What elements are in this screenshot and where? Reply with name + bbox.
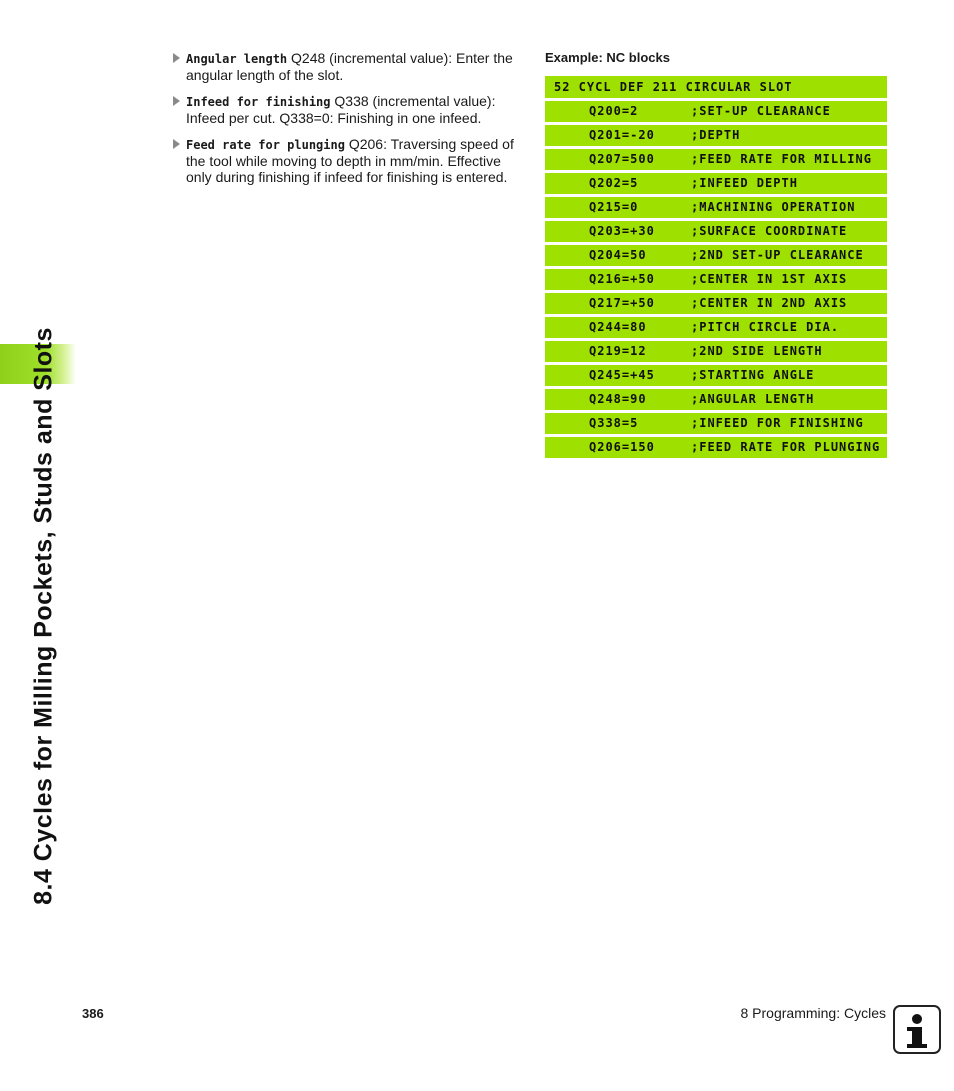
nc-parameter: Q219=12	[589, 344, 647, 358]
nc-comment: ;FEED RATE FOR PLUNGING	[691, 440, 881, 454]
nc-block-row	[545, 173, 887, 194]
parameter-name: Angular length	[186, 52, 288, 66]
nc-block-row	[545, 245, 887, 266]
nc-block-row	[545, 149, 887, 170]
parameter-description: Q206: Traversing speed of the tool while moving to depth in mm/min. Effective only during finishing if infeed for finishing is entered.	[186, 136, 514, 185]
info-icon	[893, 1005, 941, 1054]
parameter-name: Feed rate for plunging	[186, 138, 345, 152]
nc-comment: ;SURFACE COORDINATE	[691, 224, 848, 238]
nc-comment: ;ANGULAR LENGTH	[691, 392, 815, 406]
info-icon-dot	[912, 1014, 922, 1024]
nc-block-header-text: 52 CYCL DEF 211 CIRCULAR SLOT	[554, 80, 793, 94]
nc-comment: ;MACHINING OPERATION	[691, 200, 856, 214]
nc-block-row	[545, 125, 887, 146]
nc-parameter: Q244=80	[589, 320, 647, 334]
nc-block-row	[545, 293, 887, 314]
nc-parameter: Q216=+50	[589, 272, 655, 286]
nc-parameter: Q248=90	[589, 392, 647, 406]
nc-block-row	[545, 101, 887, 122]
nc-block-row	[545, 197, 887, 218]
nc-comment: ;STARTING ANGLE	[691, 368, 815, 382]
nc-parameter: Q201=-20	[589, 128, 655, 142]
parameter-item-angular-length	[172, 50, 524, 83]
nc-parameter: Q215=0	[589, 200, 639, 214]
nc-parameter: Q217=+50	[589, 296, 655, 310]
nc-comment: ;FEED RATE FOR MILLING	[691, 152, 872, 166]
nc-block-row	[545, 269, 887, 290]
nc-parameter: Q200=2	[589, 104, 639, 118]
nc-parameter: Q202=5	[589, 176, 639, 190]
parameter-description: Q248 (incremental value): Enter the angular length of the slot.	[186, 50, 513, 83]
parameter-item-feed-rate-for-plunging	[172, 136, 524, 185]
nc-comment: ;CENTER IN 1ST AXIS	[691, 272, 848, 286]
nc-comment: ;2ND SIDE LENGTH	[691, 344, 823, 358]
page-number: 386	[82, 1006, 104, 1021]
nc-block-row	[545, 365, 887, 386]
example-title: Example: NC blocks	[545, 50, 670, 65]
chapter-title: 8 Programming: Cycles	[740, 1005, 886, 1021]
parameter-item-infeed-for-finishing	[172, 93, 524, 126]
nc-comment: ;INFEED DEPTH	[691, 176, 798, 190]
nc-comment: ;PITCH CIRCLE DIA.	[691, 320, 840, 334]
nc-block-row	[545, 437, 887, 458]
nc-comment: ;SET-UP CLEARANCE	[691, 104, 831, 118]
nc-parameter: Q206=150	[589, 440, 655, 454]
nc-block-row	[545, 221, 887, 242]
nc-comment: ;CENTER IN 2ND AXIS	[691, 296, 848, 310]
nc-parameter: Q338=5	[589, 416, 639, 430]
nc-parameter: Q207=500	[589, 152, 655, 166]
nc-block-row	[545, 413, 887, 434]
nc-comment: ;2ND SET-UP CLEARANCE	[691, 248, 864, 262]
nc-parameter: Q245=+45	[589, 368, 655, 382]
nc-parameter: Q204=50	[589, 248, 647, 262]
parameter-description: Q338 (incremental value): Infeed per cut. Q338=0: Finishing in one infeed.	[186, 93, 496, 126]
triangle-bullet-icon	[173, 53, 180, 63]
section-title: 8.4 Cycles for Milling Pockets, Studs and Slots	[29, 327, 58, 905]
info-icon-base	[907, 1044, 927, 1048]
nc-block-header	[545, 76, 887, 98]
parameter-list	[172, 50, 524, 195]
nc-block-row	[545, 341, 887, 362]
parameter-name: Infeed for finishing	[186, 95, 331, 109]
nc-comment: ;DEPTH	[691, 128, 741, 142]
nc-parameter: Q203=+30	[589, 224, 655, 238]
nc-block-list	[545, 76, 887, 461]
triangle-bullet-icon	[173, 139, 180, 149]
nc-comment: ;INFEED FOR FINISHING	[691, 416, 864, 430]
triangle-bullet-icon	[173, 96, 180, 106]
nc-block-row	[545, 389, 887, 410]
nc-block-row	[545, 317, 887, 338]
